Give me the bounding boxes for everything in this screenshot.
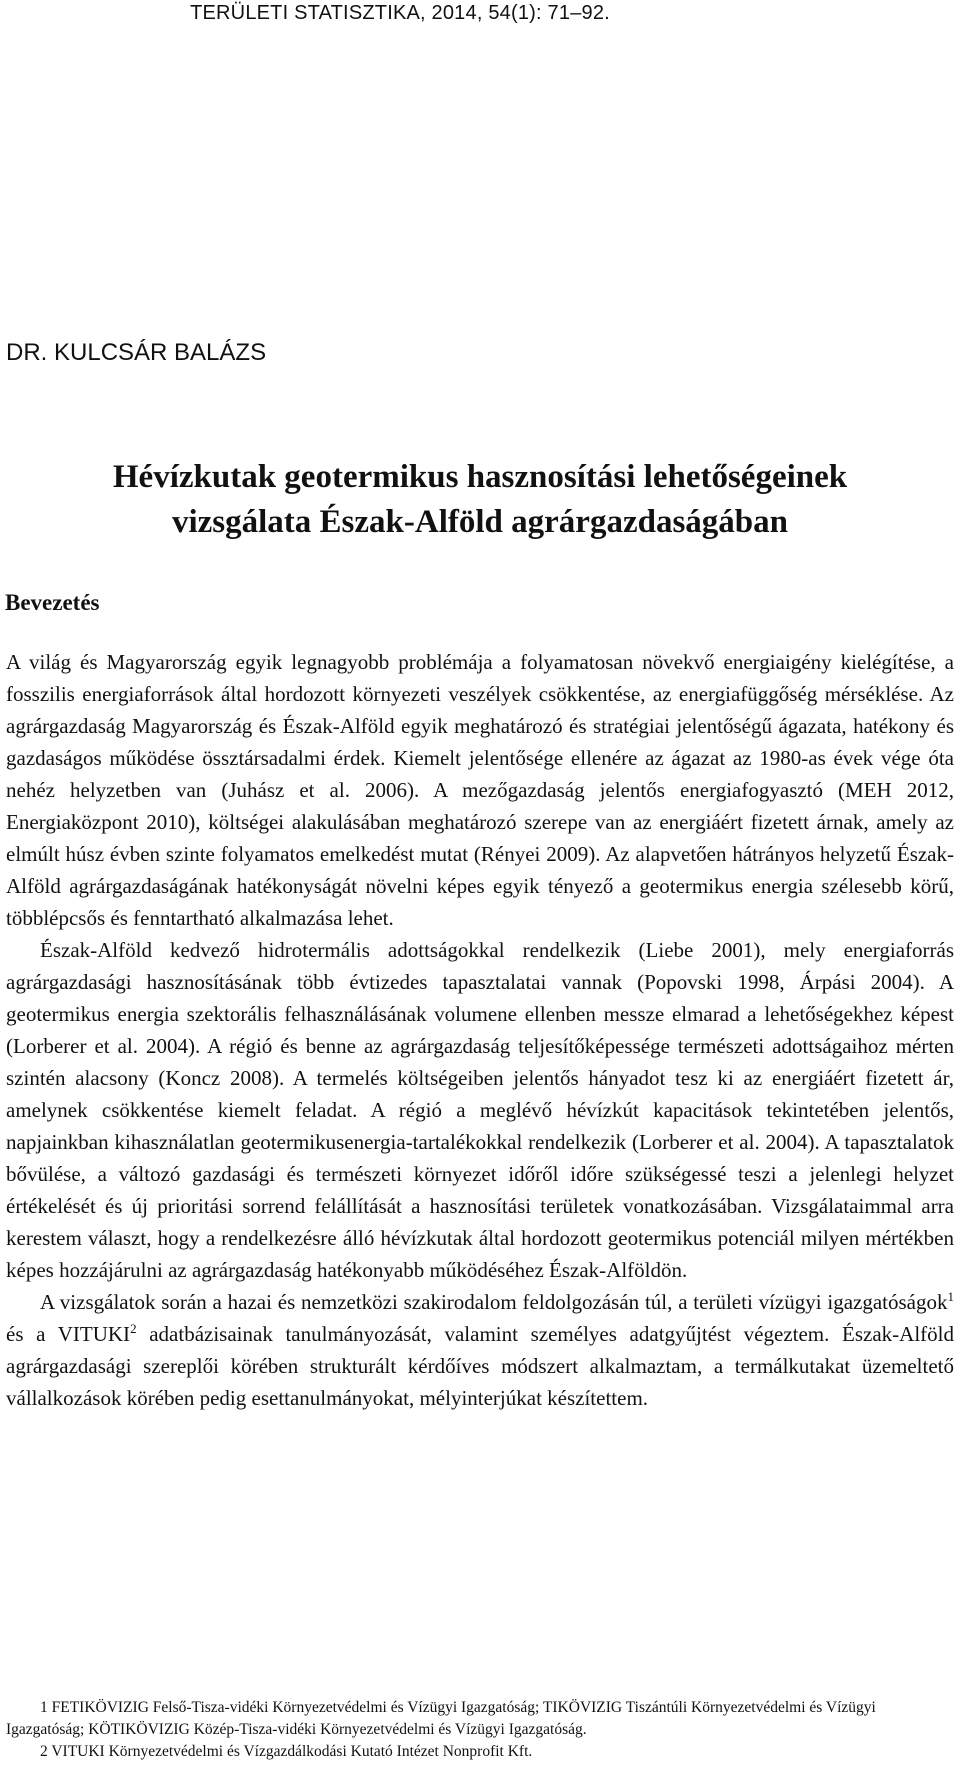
footnote-ref-1: 1 xyxy=(947,1289,954,1304)
body-text xyxy=(6,646,954,1414)
title-line-1: Hévízkutak geotermikus hasznosítási lehetőségeinek xyxy=(112,459,848,495)
paragraph-3-part-a: A vizsgálatok során a hazai és nemzetközi szakirodalom feldolgozásán túl, a területi vízügyi igazgatóságok xyxy=(40,1290,948,1314)
title-line-2: vizsgálata Észak-Alföld agrárgazdaságában xyxy=(171,504,788,540)
footnote-2: 2 VITUKI Környezetvédelmi és Vízgazdálkodási Kutató Intézet Nonprofit Kft. xyxy=(40,1743,533,1760)
footnote-1: 1 FETIKÖVIZIG Felső-Tisza-vidéki Környezetvédelmi és Vízügyi Igazgatóság; TIKÖVIZIG Tiszántúli Környezetvédelmi és Vízügyi Igazgatóság; KÖTIKÖVIZIG Közép-Tisza-vidéki Környezetvédelmi és Vízügyi Igazgatóság. xyxy=(6,1699,876,1738)
paragraph-3-part-c: adatbázisainak tanulmányozását, valamint személyes adatgyűjtést végeztem. Észak-Alföld agrárgazdasági szereplői körében strukturált kérdőíves módszert alkalmaztam, a termálkutakat üzemeltető vállalkozások körében pedig esettanulmányokat, mélyinterjúkat készítettem. xyxy=(6,1322,954,1410)
paragraph-1: A világ és Magyarország egyik legnagyobb problémája a folyamatosan növekvő energiaigény kielégítése, a fosszilis energiaforrások által hordozott környezeti veszélyek csökkentése, az energiafüggőség mérséklése. Az agrárgazdaság Magyarország és Észak-Alföld egyik meghatározó és stratégiai jelentőségű ágazata, hatékony és gazdaságos működése össztársadalmi érdek. Kiemelt jelentősége ellenére az ágazat az 1980-as évek vége óta nehéz helyzetben van (Juhász et al. 2006). A mezőgazdaság jelentős energiafogyasztó (MEH 2012, Energiaközpont 2010), költségei alakulásában meghatározó szerepe van az energiáért fizetett árnak, amely az elmúlt húsz évben szinte folyamatos emelkedést mutat (Rényei 2009). Az alapvetően hátrányos helyzetű Észak-Alföld agrárgazdaságának hatékonyságát növelni képes egyik tényező a geotermikus energia szélesebb körű, többlépcsős és fenntartható alkalmazása lehet. xyxy=(6,650,954,930)
section-heading: Bevezetés xyxy=(5,590,100,615)
paragraph-2: Észak-Alföld kedvező hidrotermális adottságokkal rendelkezik (Liebe 2001), mely energiaforrás agrárgazdasági hasznosításának több évtizedes tapasztalatai vannak (Popovski 1998, Árpási 2004). A geotermikus energia szektorális felhasználásának volumene ellenben messze elmarad a lehetőségekhez képest (Lorberer et al. 2004). A régió és benne az agrárgazdaság teljesítőképessége természeti adottságaihoz mérten szintén alacsony (Koncz 2008). A termelés költségeiben jelentős hányadot tesz ki az energiáért fizetett ár, amelynek csökkentése kiemelt feladat. A régió a meglévő hévízkút kapacitások tekintetében jelentős, napjainkban kihasználatlan geotermikusenergia-tartalékokkal rendelkezik (Lorberer et al. 2004). A tapasztalatok bővülése, a változó gazdasági és természeti környezet időről időre szükségessé teszi a jelenlegi helyzet értékelését és új prioritási sorrend felállítását a hasznosítási területek vonatkozásában. Vizsgálataimmal arra kerestem választ, hogy a rendelkezésre álló hévízkutak által hordozott geotermikus potenciál milyen mértékben képes hozzájárulni az agrárgazdaság hatékonyabb működéséhez Észak-Alföldön. xyxy=(6,938,954,1282)
paragraph-3 xyxy=(6,1286,954,1414)
paragraph-3-part-b: és a VITUKI xyxy=(6,1322,131,1346)
footnote-ref-2: 2 xyxy=(130,1321,137,1336)
footnotes xyxy=(6,1697,954,1763)
article-title xyxy=(0,455,960,545)
running-head: TERÜLETI STATISZTIKA, 2014, 54(1): 71–92. xyxy=(190,2,610,24)
author-name: DR. KULCSÁR BALÁZS xyxy=(6,339,267,366)
